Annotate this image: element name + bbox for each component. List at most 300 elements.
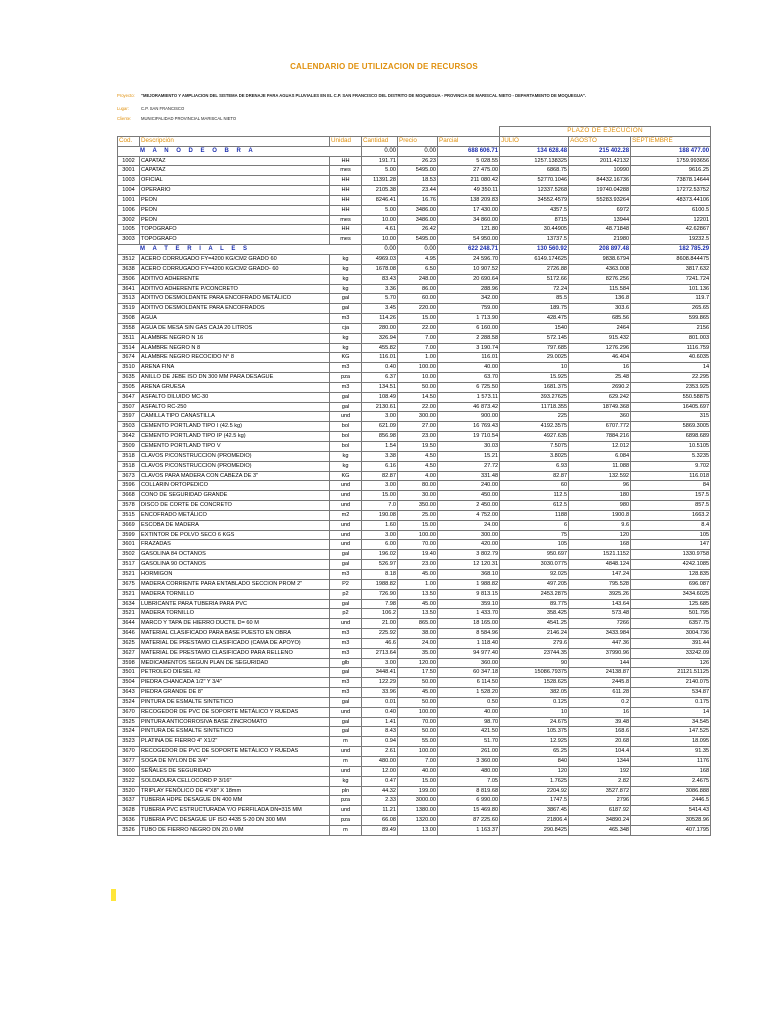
cell-cantidad: 3.38 [362, 451, 398, 461]
cell-agosto: 104.4 [569, 747, 631, 757]
cell-parcial: 15 469.80 [438, 806, 500, 816]
cell-julio: 12337.5268 [500, 186, 569, 196]
cell-julio: 1747.5 [500, 796, 569, 806]
cell-agosto: 37990.96 [569, 648, 631, 658]
cell-agosto: 10990 [569, 166, 631, 176]
cell-parcial: 19 710.54 [438, 432, 500, 442]
cell-precio: 70.00 [398, 717, 438, 727]
cell-septiembre: 21121.51125 [631, 668, 711, 678]
cell-precio: 5495.00 [398, 235, 438, 245]
cell-precio: 26.42 [398, 225, 438, 235]
cell-septiembre: 42.62867 [631, 225, 711, 235]
cell-septiembre: 14 [631, 707, 711, 717]
cell-cantidad: 6.16 [362, 461, 398, 471]
cell-agosto: 21980 [569, 235, 631, 245]
cell-agosto: 143.64 [569, 599, 631, 609]
cell-cod: 3514 [118, 343, 140, 353]
cell-cantidad: 5.70 [362, 294, 398, 304]
cell-septiembre: 550.58875 [631, 392, 711, 402]
table-row [118, 186, 711, 196]
cell-cod: 3597 [118, 412, 140, 422]
cell-cantidad: 0.40 [362, 707, 398, 717]
cell-julio: 1540 [500, 323, 569, 333]
cell-septiembre: 22.295 [631, 373, 711, 383]
cell-cod: 3668 [118, 491, 140, 501]
cell-cantidad: 134.51 [362, 382, 398, 392]
cell-unidad: kg [330, 461, 362, 471]
cell-descripcion: PINTURA DE ESMALTE SINTETICO [140, 697, 330, 707]
cell-unidad: bol [330, 432, 362, 442]
cell-cantidad: 621.09 [362, 422, 398, 432]
cell-parcial: 4 752.00 [438, 510, 500, 520]
cell-precio: 26.23 [398, 156, 438, 166]
cell-unidad: HH [330, 195, 362, 205]
header-septiembre: SEPTIEMBRE [631, 136, 711, 146]
cell-septiembre: 128.835 [631, 569, 711, 579]
cell-parcial: 116.01 [438, 353, 500, 363]
cell-cantidad: 3.00 [362, 658, 398, 668]
cell-parcial: 3 802.79 [438, 550, 500, 560]
cell-parcial: 7.05 [438, 776, 500, 786]
cell-unidad: m [330, 757, 362, 767]
table-row [118, 569, 711, 579]
cell-descripcion: ADITIVO ADHERENTE [140, 274, 330, 284]
cell-parcial: 1 433.70 [438, 609, 500, 619]
cell-descripcion: COLLARIN ORTOPEDICO [140, 481, 330, 491]
header-cantidad: Cantidad [362, 136, 398, 146]
cell-agosto: 6187.92 [569, 806, 631, 816]
cell-julio: 1257.138325 [500, 156, 569, 166]
cell-agosto: 19740.04288 [569, 186, 631, 196]
cell-julio: 4357.5 [500, 205, 569, 215]
cell-julio: 358.425 [500, 609, 569, 619]
header-cod: Cod. [118, 136, 140, 146]
table-row [118, 373, 711, 383]
cell-parcial: 6 990.00 [438, 796, 500, 806]
cliente-label: Cliente: [117, 116, 132, 121]
cell-julio: 1681.375 [500, 382, 569, 392]
cell-septiembre: 9616.25 [631, 166, 711, 176]
cell-descripcion: MADERA TORNILLO [140, 609, 330, 619]
cell-unidad: und [330, 747, 362, 757]
cell-agosto: 9.6 [569, 520, 631, 530]
table-row [118, 786, 711, 796]
cell-septiembre: 1176 [631, 757, 711, 767]
cell-unidad: m [330, 825, 362, 835]
table-row [118, 333, 711, 343]
cell-precio: 1380.00 [398, 806, 438, 816]
cell-unidad: HH [330, 205, 362, 215]
cell-cod: 3641 [118, 284, 140, 294]
cell-descripcion: RECOGEDOR DE PVC DE SOPORTE METÁLICO Y RUEDAS [140, 707, 330, 717]
cell-cod: 3501 [118, 668, 140, 678]
cell-cantidad: 3.00 [362, 412, 398, 422]
cell-unidad: HH [330, 156, 362, 166]
cell-parcial: 480.00 [438, 766, 500, 776]
cell-precio: 15.00 [398, 520, 438, 530]
cell-unidad: und [330, 530, 362, 540]
cell-septiembre: 126 [631, 658, 711, 668]
table-row [118, 530, 711, 540]
cell-agosto: 136.8 [569, 294, 631, 304]
header-agosto: AGOSTO [569, 136, 631, 146]
table-row [118, 727, 711, 737]
cell-precio: 18.53 [398, 176, 438, 186]
cell-unidad: m3 [330, 648, 362, 658]
cell-agosto: 16 [569, 707, 631, 717]
cell-cantidad: 106.2 [362, 609, 398, 619]
cell-descripcion: MARCO Y TAPA DE HIERRO DUCTIL D= 60 M [140, 619, 330, 629]
cell-unidad: und [330, 707, 362, 717]
cell-septiembre: 2140.075 [631, 678, 711, 688]
cell-cantidad: 5.00 [362, 205, 398, 215]
cell-cod: 3677 [118, 757, 140, 767]
cell-unidad: m3 [330, 638, 362, 648]
cell-precio: 4.00 [398, 471, 438, 481]
materiales-section-header [118, 245, 711, 255]
cell-unidad: m3 [330, 382, 362, 392]
cell-descripcion: PEON [140, 205, 330, 215]
cell-julio: 279.6 [500, 638, 569, 648]
cell-cod: 1006 [118, 205, 140, 215]
header-unidad: Unidad [330, 136, 362, 146]
cell-unidad: p2 [330, 609, 362, 619]
cell-cantidad: 8246.41 [362, 195, 398, 205]
cell-precio: 1.00 [398, 353, 438, 363]
cell-descripcion: ASFALTO RC-250 [140, 402, 330, 412]
cell-agosto: 0.2 [569, 697, 631, 707]
cell-cantidad: 1.41 [362, 717, 398, 727]
cell-descripcion: PIEDRA GRANDE DE 8" [140, 688, 330, 698]
cell-julio: 82.87 [500, 471, 569, 481]
cell-parcial: 16 769.43 [438, 422, 500, 432]
table-row [118, 343, 711, 353]
cell-parcial: 20 690.64 [438, 274, 500, 284]
cell-cod: 3646 [118, 629, 140, 639]
cell-descripcion: LUBRICANTE PARA TUBERIA PARA PVC [140, 599, 330, 609]
cell-descripcion: FRAZADAS [140, 540, 330, 550]
cell-julio: 840 [500, 757, 569, 767]
cell-agosto: 48.71848 [569, 225, 631, 235]
table-row [118, 284, 711, 294]
cell-parcial: 261.00 [438, 747, 500, 757]
cell-descripcion: PETROLEO DIESEL #2 [140, 668, 330, 678]
cell-descripcion: MATERIAL DE PRESTAMO CLASIFICADO PARA RELLENO [140, 648, 330, 658]
cell-septiembre: 3817.632 [631, 264, 711, 274]
materiales-section-total: 208 897.48 [569, 245, 631, 255]
cell-cod: 3599 [118, 530, 140, 540]
cell-cantidad: 2.61 [362, 747, 398, 757]
cell-septiembre: 315 [631, 412, 711, 422]
cell-cantidad: 526.97 [362, 560, 398, 570]
cell-precio: 38.00 [398, 629, 438, 639]
cell-descripcion: MEDICAMENTOS SEGUN PLAN DE SEGURIDAD [140, 658, 330, 668]
cell-septiembre: 5414.43 [631, 806, 711, 816]
cell-cod: 3519 [118, 304, 140, 314]
cell-septiembre: 40.6035 [631, 353, 711, 363]
cell-unidad: kg [330, 274, 362, 284]
cell-septiembre: 2446.5 [631, 796, 711, 806]
cell-descripcion: SOGA DE NYLON DE 3/4" [140, 757, 330, 767]
cell-septiembre: 48373.44106 [631, 195, 711, 205]
cell-agosto: 25.48 [569, 373, 631, 383]
cell-unidad: und [330, 481, 362, 491]
plazo-header: PLAZO DE EJECUCION [500, 127, 711, 137]
cell-agosto: 4363.008 [569, 264, 631, 274]
cell-septiembre: 0.175 [631, 697, 711, 707]
cell-agosto: 3433.984 [569, 629, 631, 639]
cell-cantidad: 108.49 [362, 392, 398, 402]
cell-precio: 865.00 [398, 619, 438, 629]
cell-cantidad: 5.00 [362, 166, 398, 176]
cell-agosto: 24138.87 [569, 668, 631, 678]
cell-precio: 30.00 [398, 491, 438, 501]
cell-cantidad: 455.82 [362, 343, 398, 353]
materiales-section-zero: 0.00 [362, 245, 398, 255]
cell-unidad: gal [330, 727, 362, 737]
table-row [118, 412, 711, 422]
cell-julio: 612.5 [500, 501, 569, 511]
cell-descripcion: GASOLINA 84 OCTANOS [140, 550, 330, 560]
cell-precio: 27.00 [398, 422, 438, 432]
cell-parcial: 3 360.00 [438, 757, 500, 767]
cell-unidad: gal [330, 668, 362, 678]
cell-septiembre: 10.5105 [631, 442, 711, 452]
cell-unidad: gal [330, 304, 362, 314]
cell-agosto: 13944 [569, 215, 631, 225]
cell-precio: 86.00 [398, 284, 438, 294]
table-row [118, 382, 711, 392]
cell-julio: 2726.88 [500, 264, 569, 274]
table-row [118, 501, 711, 511]
cell-precio: 70.00 [398, 540, 438, 550]
cell-cod: 3524 [118, 697, 140, 707]
table-row [118, 638, 711, 648]
cell-agosto: 2.82 [569, 776, 631, 786]
cell-descripcion: RECOGEDOR DE PVC DE SOPORTE METÁLICO Y RUEDAS [140, 747, 330, 757]
cell-unidad: pza [330, 796, 362, 806]
table-row [118, 264, 711, 274]
cell-unidad: p2 [330, 589, 362, 599]
cell-cantidad: 2713.64 [362, 648, 398, 658]
cell-parcial: 359.10 [438, 599, 500, 609]
cell-agosto: 55283.93264 [569, 195, 631, 205]
cell-septiembre: 91.35 [631, 747, 711, 757]
cell-septiembre: 33242.09 [631, 648, 711, 658]
cell-agosto: 9838.6794 [569, 254, 631, 264]
cell-precio: 220.00 [398, 304, 438, 314]
cell-precio: 10.00 [398, 373, 438, 383]
cell-parcial: 342.00 [438, 294, 500, 304]
cell-septiembre: 8608.844475 [631, 254, 711, 264]
cell-cantidad: 44.32 [362, 786, 398, 796]
cell-septiembre: 147 [631, 540, 711, 550]
cell-cod: 3636 [118, 816, 140, 826]
cell-cod: 3524 [118, 727, 140, 737]
cell-precio: 17.50 [398, 668, 438, 678]
cell-septiembre: 2.4675 [631, 776, 711, 786]
cell-precio: 23.44 [398, 186, 438, 196]
cell-septiembre: 116.018 [631, 471, 711, 481]
cell-cantidad: 116.01 [362, 353, 398, 363]
cell-julio: 2146.24 [500, 629, 569, 639]
cell-descripcion: EXTINTOR DE POLVO SECO 6 KGS [140, 530, 330, 540]
cell-descripcion: ARENA FINA [140, 363, 330, 373]
cell-cod: 3521 [118, 609, 140, 619]
cell-unidad: pln [330, 786, 362, 796]
cell-cod: 3002 [118, 215, 140, 225]
project-label: Proyecto: [117, 93, 135, 98]
table-row [118, 304, 711, 314]
cell-parcial: 1 713.90 [438, 314, 500, 324]
cell-unidad: P2 [330, 579, 362, 589]
cell-agosto: 180 [569, 491, 631, 501]
cell-unidad: KG [330, 353, 362, 363]
cell-parcial: 60 347.18 [438, 668, 500, 678]
cell-parcial: 138 209.83 [438, 195, 500, 205]
cell-julio: 12.925 [500, 737, 569, 747]
cell-julio: 34552.4579 [500, 195, 569, 205]
table-row [118, 757, 711, 767]
cell-precio: 19.50 [398, 442, 438, 452]
table-row [118, 225, 711, 235]
cell-septiembre: 1330.9758 [631, 550, 711, 560]
cell-parcial: 331.48 [438, 471, 500, 481]
cell-descripcion: MADERA TORNILLO [140, 589, 330, 599]
cell-cantidad: 726.90 [362, 589, 398, 599]
cell-unidad: gal [330, 697, 362, 707]
cell-agosto: 7266 [569, 619, 631, 629]
cell-precio: 23.00 [398, 560, 438, 570]
cell-cod: 3670 [118, 747, 140, 757]
cell-julio: 92.025 [500, 569, 569, 579]
cell-septiembre: 147.525 [631, 727, 711, 737]
table-row [118, 766, 711, 776]
cell-julio: 6 [500, 520, 569, 530]
cell-septiembre: 9.702 [631, 461, 711, 471]
cell-cantidad: 7.0 [362, 501, 398, 511]
cell-parcial: 40.00 [438, 363, 500, 373]
cell-cod: 3001 [118, 166, 140, 176]
cell-cod: 3512 [118, 254, 140, 264]
cell-septiembre: 8.4 [631, 520, 711, 530]
cell-unidad: und [330, 491, 362, 501]
cell-cod: 3523 [118, 737, 140, 747]
cell-cantidad: 3.00 [362, 530, 398, 540]
table-row [118, 205, 711, 215]
cliente-value: MUNICIPALIDAD PROVINCIAL MARISCAL NIETO [141, 116, 237, 121]
cell-cantidad: 8.18 [362, 569, 398, 579]
cell-agosto: 115.584 [569, 284, 631, 294]
cell-cantidad: 196.02 [362, 550, 398, 560]
header-parcial: Parcial [438, 136, 500, 146]
cell-agosto: 16 [569, 363, 631, 373]
table-row [118, 442, 711, 452]
cell-precio: 100.00 [398, 363, 438, 373]
project-line [117, 93, 587, 98]
cell-unidad: cja [330, 323, 362, 333]
cell-unidad: gal [330, 560, 362, 570]
cell-descripcion: TOPOGRAFO [140, 225, 330, 235]
cell-precio: 7.00 [398, 343, 438, 353]
cell-precio: 16.76 [398, 195, 438, 205]
cell-parcial: 121.80 [438, 225, 500, 235]
cell-parcial: 1 163.37 [438, 825, 500, 835]
cell-julio: 497.205 [500, 579, 569, 589]
mano-de-obra-section-total: 134 628.48 [500, 146, 569, 156]
cell-parcial: 6 160.00 [438, 323, 500, 333]
cell-descripcion: CAPATAZ [140, 156, 330, 166]
cell-unidad: und [330, 766, 362, 776]
cell-cod: 1004 [118, 186, 140, 196]
cell-agosto: 12.012 [569, 442, 631, 452]
cell-septiembre: 3004.736 [631, 629, 711, 639]
cell-parcial: 288.96 [438, 284, 500, 294]
cell-septiembre: 801.003 [631, 333, 711, 343]
cell-descripcion: TUBO DE FIERRO NEGRO DN 20.0 MM [140, 825, 330, 835]
cell-precio: 13.50 [398, 589, 438, 599]
cell-cantidad: 11391.28 [362, 176, 398, 186]
cell-septiembre: 73878.14644 [631, 176, 711, 186]
cell-parcial: 6 114.50 [438, 678, 500, 688]
cell-septiembre: 1116.759 [631, 343, 711, 353]
cell-agosto: 6707.772 [569, 422, 631, 432]
cell-unidad: und [330, 540, 362, 550]
cell-descripcion: ESCOBA DE MADERA [140, 520, 330, 530]
cell-agosto: 915.432 [569, 333, 631, 343]
cell-julio: 382.05 [500, 688, 569, 698]
cell-agosto: 1900.8 [569, 510, 631, 520]
cell-cantidad: 10.00 [362, 215, 398, 225]
table-row [118, 353, 711, 363]
cell-cod: 3596 [118, 481, 140, 491]
document-title: CALENDARIO DE UTILIZACION DE RECURSOS [290, 62, 478, 71]
cell-unidad: m3 [330, 363, 362, 373]
mano-de-obra-section-total: 688 606.71 [438, 146, 500, 156]
cell-cantidad: 0.40 [362, 363, 398, 373]
cell-descripcion: CONO DE SEGURIDAD GRANDE [140, 491, 330, 501]
cell-highlight [111, 889, 116, 901]
cell-parcial: 63.70 [438, 373, 500, 383]
cell-descripcion: CLAVOS P/CONSTRUCCION (PROMEDIO) [140, 451, 330, 461]
cell-cantidad: 82.87 [362, 471, 398, 481]
cell-julio: 65.25 [500, 747, 569, 757]
cell-parcial: 30.03 [438, 442, 500, 452]
cell-descripcion: ADITIVO ADHERENTE P/CONCRETO [140, 284, 330, 294]
cell-julio: 1528.625 [500, 678, 569, 688]
cell-julio: 1188 [500, 510, 569, 520]
table-row [118, 432, 711, 442]
cell-precio: 15.00 [398, 314, 438, 324]
cell-agosto: 1276.296 [569, 343, 631, 353]
cell-cod: 3647 [118, 392, 140, 402]
cell-cantidad: 12.00 [362, 766, 398, 776]
cell-precio: 4.95 [398, 254, 438, 264]
cell-agosto: 2796 [569, 796, 631, 806]
cell-cod: 3507 [118, 402, 140, 412]
cell-parcial: 360.00 [438, 658, 500, 668]
cell-precio: 50.00 [398, 727, 438, 737]
cell-precio: 55.00 [398, 737, 438, 747]
cell-agosto: 303.6 [569, 304, 631, 314]
cell-cantidad: 66.08 [362, 816, 398, 826]
cell-julio: 6149.174625 [500, 254, 569, 264]
cell-precio: 300.00 [398, 412, 438, 422]
resource-table [117, 126, 711, 836]
lugar-label: Lugar: [117, 106, 129, 111]
table-row [118, 707, 711, 717]
cell-julio: 572.145 [500, 333, 569, 343]
